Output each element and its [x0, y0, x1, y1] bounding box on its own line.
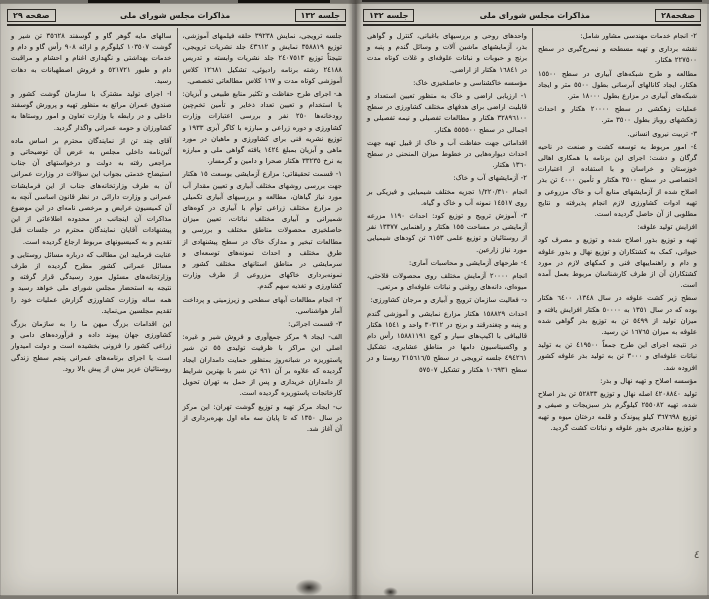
right-page-session-label: جلسه ١٣٢	[363, 9, 414, 22]
paragraph: ٤- امور مربوط به توسعه کشت و صنعت در ناحیه گرگان و دشت: اجرای این برنامه با همکاری اهالی خوزستان و خراسان و با استفاده از اعتبارات اختصاصی در سطح ٣٥٠٠ هکتار و تأمین ٤٠٠٠ تن بذر اصلاح شده از آزمایشهای منابع آب و خاک مزروعی و تهیه ادوات کشاورزی لازم انجام پذیرفته و نتایج مطلوبی از آن حاصل گردیده است.	[538, 142, 697, 219]
right-page-column-left	[362, 28, 532, 594]
paragraph: ١- ارزیابی اراضی و خاک به منظور تعیین استعداد و قابلیت اراضی برای هدفهای مختلف کشاورزی در سطح ٣٢٨٩٦١٠٠ هکتار و مطالعات تفصیلی و نیمه تفصیلی و اجمالی در سطح ٥٥٥٥٠٠ هکتار.	[367, 92, 527, 134]
left-page-title: مذاکرات مجلس شورای ملی	[119, 10, 231, 20]
paragraph: عملیات زهکشی در سطح ٢٠٠٠٠ هکتار و احداث زهکشهای روباز بطول ٣٥٠٠ متر.	[538, 105, 697, 125]
right-page-columns	[362, 28, 702, 594]
left-page-number: صفحه ٢٩	[7, 9, 56, 22]
paragraph: انجام ١/٢٢٠/٣١٠ تجزیه مختلف شیمیایی و فیزیکی بر روی ١٤٥١٧ نمونه آب و خاک و گیاه.	[367, 187, 528, 207]
scan-artifact-strip	[362, 0, 702, 2]
handwritten-mark: ٤	[693, 547, 701, 562]
paragraph: الف- ایجاد ٩ مرکز جمع‌آوری و فروش شیر و غیره: اصلی این مراکز با ظرفیت تولیدی ٥٥ تن شیر پاستوریزه در شبانه‌روز بمنظور حمایت دامداران ایجاد گردیده که علاوه بر آن ٩٦١ تن شیر با بهترین شرایط از دامداران خریداری و پس از حمل به تهران تحویل کارخانجات پاستوریزه گردیده است.	[182, 333, 342, 398]
left-page-header	[7, 8, 346, 26]
right-page-column-right	[532, 28, 702, 594]
paragraph: مطالعه و طرح شبکه‌های آبیاری در سطح ١٥٥٠٠ هکتار، ایجاد کانالهای آبرسانی بطول ٥٥٠٠ متر و ایجاد شبکه‌های آبیاری در مزارع بطول ١٨٠٠٠ متر.	[538, 69, 697, 101]
paragraph: نقشه برداری و تهیه مسطحه و نیمرخ‌گیری در سطح ٢٢٧٥٠٠ هکتار.	[538, 45, 697, 65]
paragraph: تهیه و توزیع بذور اصلاح شده و توزیع و مصرف کود حیوانی، کمک به کشتکاران و توزیع نهال و بذور علوفه و دام و راهنماییهای فنی و کمکهای لازم در مورد کشتکاران آن از طرف کارشناسان مربوط بعمل آمده است.	[538, 236, 697, 290]
paragraph: مؤسسه اصلاح و تهیه نهال و بذر:	[600, 376, 697, 385]
left-page-session-label: جلسه ١٣٢	[295, 9, 346, 22]
paragraph: ٤- طرحهای آزمایشی و محاسبات آماری:	[409, 258, 527, 267]
ink-blot	[383, 587, 398, 597]
paragraph: ٢- انجام مطالعات آبهای سطحی و زیرزمینی و پرداخت آمار هواشناسی.	[182, 295, 342, 315]
paragraph: تولید ٤٢٠٨٨٤٠ اصله نهال و توزیع ٥٢٨٣٣ تن بذر اصلاح شده، تهیه ٢٥٥٠٨٢ کیلوگرم بذر سبزیجات و صیفی و توزیع ٣٦٧٦٩٨ کیلو پیوندک و قلمه درختان میوه و تهیه و توزیع مقادیری بذور علوفه و نباتات کشت گردید.	[538, 390, 697, 432]
paragraph: انجام ٢٠٠٠٠ آزمایش مختلف روی محصولات فلاحتی، میوه‌ای، دانه‌های روغنی و نباتات علوفه‌ای و مرتعی.	[367, 272, 528, 292]
paragraph: واحدهای روحی و بررسیهای باغبانی، کنترل و گواهی بذر، آزمایشهای ماشین آلات و وسائل گندم و پنبه و برنج و حبوبات و نباتات علوفه‌ای و غلات کوتاه مدت در ١٦٨٤١ هکتار از اراضی.	[367, 32, 527, 74]
paragraph: ب- ایجاد مرکز تهیه و توزیع گوشت تهران: این مرکز در سال ١٣٥٠ که تا پایان سه ماه اول بهره‌برداری از آن آغاز شد.	[182, 402, 342, 433]
right-page-header	[363, 8, 701, 26]
paragraph: هـ- اجرای طرح حفاظت و تکثیر منابع طبیعی و آبزیان: با استخدام و تعیین تعداد ذخایر و تأمین تخم‌چین رودخانه‌ها ٢٥٠ نفر و بررسی اعتبارات وزارت کشاورزی و دوره زراعی و مبارزه با کاگر آبزی ١٩٣٣ و توزیع نشریه فنی برای کشاورزی و ماهیان در مورد ماهی و آبزیان بمبلغ ١٤٢٤ یافته گواهی ملی و مبارزه به نرخ ٣٣٢٣٥ هکتار صحرا و دامین و گرمسار.	[182, 90, 343, 166]
right-page-number: صفحه٢٨	[655, 9, 701, 22]
page-gutter-shadow	[348, 0, 362, 599]
paragraph: آقای چند تن از نمایندگان محترم بر اساس ماده آئین‌نامه داخلی مجلس به عرض آن توضیحاتی و مراجعی رفته به دولت و درخواستهای آن جناب استیضاح خدمتی بجواب این سؤالات در وزارت عمرانی آن به طرف وزارتخانه‌های جناب از این فرمایشات عمرانی و وزارت دارائی در نظر قانون اساسی آنچه به آن کمیسیون عرایض و مرخصی نامه‌ای در این موضوع مذاکرات آن اینجانب در محدوده اطلاعاتی از این پیشنهادات آقایان نمایندگان محترم در جلسات قبل تقدیم و به کمیسیونهای مربوط ارجاع گردیده است.	[11, 136, 172, 246]
paragraph: ٣- قسمت اجرائی:	[288, 320, 342, 329]
page-left	[1, 3, 352, 596]
left-page-columns	[6, 28, 347, 594]
scan-artifact-strip	[88, 0, 160, 3]
paragraph: احداث ١٥٨٨٢٩ هکتار مزارع نمایشی و آموزشی گندم و پنبه و چغندرقند و برنج در ٣٠٣١٢ واحد و ١٥٤١ هکتار قالیبافی با اکیپ‌های سیار و کوچ ١٥٨٨١١٩١ رأس دام و واکسیناسیون دامها در مناطق عشایری، تشکیل ٤٩٤٢٦١ جلسه ترویجی در سطح ٢١٥٦١٦/٥ روستا و در سطح ١٠٦٩٣١ هکتار و تشکیل ٥٧٥٠٧	[367, 309, 527, 374]
paragraph: جلسه ترویجی، نمایش ٣٩٢٣٨ حلقه فیلمهای آموزشی، توزیع ٣٥٨٨١٩ نمایش و ٤٣٦١٢ جلد نشریات ترویجی، نتیجتاً توزیع ٢٤٠٧٥١٣ جلد نشریات وابسته و تدریس ٢٤١٨٨ رشته برنامه رادیوئی، تشکیل ١٢٦٨١ کلاس آموزشی کوتاه مدت و ١٦٧ کلاس مطالعاتی تخصصی.	[182, 32, 342, 85]
paragraph: ا- اجرای تولید مشترک با سازمان گوشت کشور و صندوق عمران مراتع به منظور تهیه و پرورش گوسفند داخلی و در رابطه با وزارت تعاون و امور روستاها به کشاورزان و حومه عمرانی واگذار گردید.	[11, 90, 172, 132]
right-page-title: مذاکرات مجلس شورای ملی	[479, 10, 590, 20]
paragraph: د- فعالیت سازمان ترویج و آبیاری و مرجان کشاورزی:	[370, 296, 527, 305]
paragraph: ٣- تربیت نیروی انسانی.	[627, 129, 697, 138]
paragraph: مؤسسه خاکشناسی و حاصلخیزی خاک:	[413, 78, 527, 87]
paragraph: این اقدامات بزرگ میهن ما را به سازمان بزرگ کشاورزی جهان پیوند داده و فرآورده‌های دامی و زراعی کشور را فزونی بخشیده است و دولت امیدوار است با اجرای برنامه‌های عمرانی پنجم سطح زندگی روستائیان عزیز بیش از پیش بالا رود.	[11, 320, 172, 373]
paragraph: سطح زیر کشت علوفه در سال ١٣٤٨، ٦٤٠٠ هکتار بوده که در سال ١٣٥١ به ٥٠٠٠٠ هکتار افزایش یافته و میزان تولید از ٥٤٩٩ تن به توزیع بذر گواهی شده علوفه به میزان ١٦٧٦٥ تن رسید.	[538, 294, 698, 337]
left-page-column-right	[177, 28, 348, 594]
page-right	[357, 3, 707, 596]
ink-blot	[295, 579, 323, 596]
paragraph: افزایش تولید علوفه:	[637, 223, 697, 232]
paragraph: ١- قسمت تحقیقاتی: مزارع آزمایشی بوسعت ١٥ هکتار جهت بررسی روشهای مختلف آبیاری و تعیین مقدار آب مورد نیاز گیاهان، مطالعه و بررسیهای آبیاری تکمیلی در مزارع مختلف زراعی توأم با آبیاری در کوه‌های شمیرانی و آبیاری مختلف نباتات، تعیین میزان حاصلخیزی محصولات مناطق مختلف و بررسی و مطالعات تبخیر و مدارک خاک در سطح پیشنهادی از طرق مختلف و احداث نمونه‌های توسعه‌ای و سرمایشی در مناطق استانهای مختلف کشور و نمونه‌برداری خاکهای مزروعی از طرف وزارت کشاورزی و تغذیه سهم گندم.	[182, 170, 342, 291]
paragraph: عنایت فرمایید این مطالب که درباره مسائل روستایی و مسائل عمرانی کشور مطرح گردیده از طرف وزارتخانه‌های مسئول مورد رسیدگی قرار گرفته و نتیجه به استحضار مجلس شورای ملی خواهد رسید و همه ساله وزارت کشاورزی گزارش عملیات خود را تقدیم مجلسین می‌نماید.	[11, 250, 172, 315]
paragraph: سالهای مایه گوهر گاو و گوسفند ٣٥٦٢٨ تن شیر و گوشت ١٠٣٥٠٧ کیلوگرم و ارائه ٩٠٨ رأس گاو و دام و خدمات بهداشتی و نگهداری اغنام و احشام و مراقبت دام و طیور ٥٢١٧٢١ و فروش اصطهبانات به دهات رسید.	[11, 32, 172, 85]
paragraph: ٢- انجام خدمات مهندسی مشاور شامل:	[580, 32, 697, 40]
paragraph: ٣- آموزش ترویج و توزیع کود: احداث ١١٩٠ مزرعه آزمایشی در مساحت ١٥٥ هکتار و راهنمایی ١٣٣٧٧ نفر از روستائیان و توزیع علمی ٦١٥٣ تن کودهای شیمیایی مورد نیاز زارعین.	[367, 212, 528, 254]
scan-artifact-strip	[238, 0, 330, 3]
paragraph: ٢- آزمایشهای آب و خاک:	[453, 174, 527, 183]
paragraph: اقداماتی جهت حفاظت آب و خاک از قبیل تهیه جهت احداث دیواره‌هایی در خطوط میزان المنحنی در سطح ١٣٦٠ هکتار.	[367, 138, 527, 170]
left-page-column-left	[6, 28, 177, 594]
paragraph: در نتیجه اجرای این طرح جمعاً ٤١٩٥٠٠ تن به تولید نباتات علوفه‌ای و ٣٠٠٠ تن به تولید بذر علوفه کشور افزوده شد.	[538, 341, 697, 372]
